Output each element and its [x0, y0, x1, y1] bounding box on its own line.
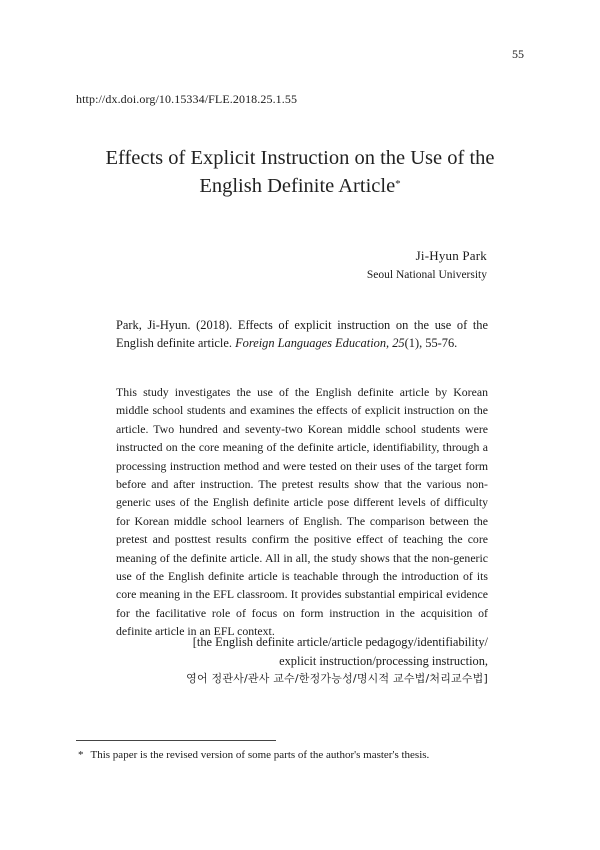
abstract: This study investigates the use of the English definite article by Korean middle school students and examines the effects of explicit instruction on the article. Two hundred and seventy-two Korean middle school students were instructed on the core meaning of the definite article, identifiability, through a processing instruction method and were tested on their uses of the target form before and after instruction. The pretest results show that the various non-generic uses of the English definite article pose different levels of difficulty for Korean middle school learners of English. The comparison between the pretest and posttest results confirm the positive effect of teaching the core meaning of the definite article. All in all, the study shows that the non-generic use of the English definite article is teachable through the introduction of its core meaning in the EFL classroom. It provides substantial empirical evidence for the facilitative role of focus on form instruction in the acquisition of definite article in an EFL context. — [116, 385, 488, 639]
keywords-line-2: explicit instruction/processing instruction, — [279, 653, 488, 668]
citation-volume: 25 — [392, 335, 405, 350]
title-line-1: Effects of Explicit Instruction on the Use of the — [105, 147, 495, 169]
keywords-line-3-korean: 영어 정관사/관사 교수/한정가능성/명시적 교수법/처리교수법] — [186, 672, 488, 685]
keywords — [108, 633, 488, 689]
title-line-2: English Definite Article — [199, 175, 396, 197]
author-affiliation: Seoul National University — [366, 269, 487, 281]
author-name: Ji-Hyun Park — [415, 248, 487, 263]
footnote — [78, 748, 429, 763]
title-footnote-mark: * — [395, 178, 401, 190]
keywords-line-1: [the English definite article/article pedagogy/identifiability/ — [192, 635, 488, 649]
citation — [116, 317, 488, 352]
page-number: 55 — [512, 47, 524, 61]
doi-link[interactable]: http://dx.doi.org/10.15334/FLE.2018.25.1.55 — [76, 92, 298, 106]
citation-suffix: (1), 55-76. — [404, 335, 458, 350]
footnote-divider — [76, 740, 276, 741]
author-block — [367, 246, 487, 284]
footnote-mark: * — [78, 749, 84, 761]
paper-title — [60, 144, 540, 200]
citation-journal: Foreign Languages Education, — [235, 335, 393, 350]
footnote-text: This paper is the revised version of some parts of the author's master's thesis. — [90, 749, 430, 761]
citation-prefix: Park, Ji-Hyun. (2018). Effects of explicit instruction on the use of the English definite article. — [116, 318, 488, 350]
